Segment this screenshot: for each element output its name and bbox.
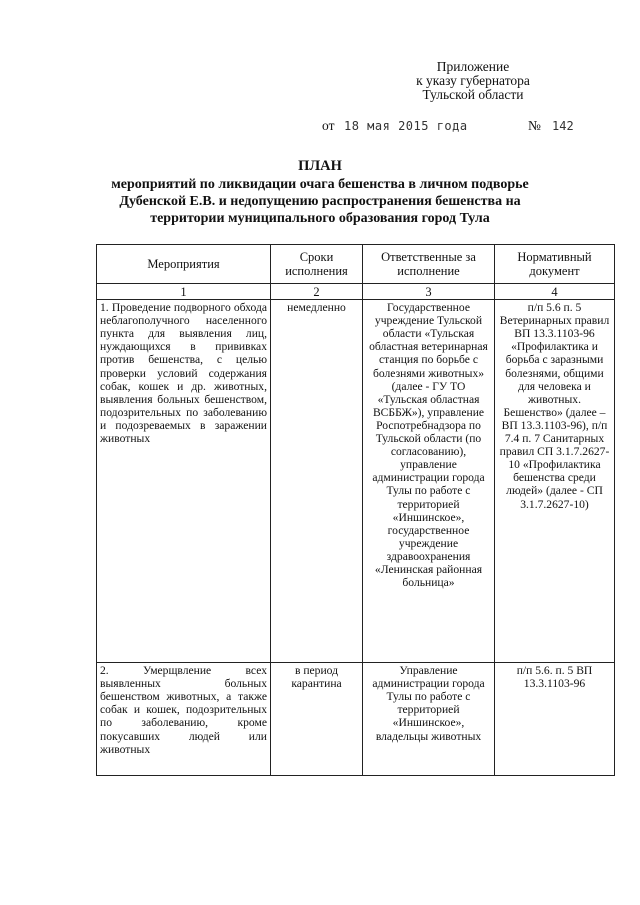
table-row [97,300,615,663]
table-header-row [97,245,615,284]
normative-cell: п/п 5.6. п. 5 ВП 13.3.1103-96 [495,663,615,776]
column-number: 1 [97,284,271,300]
decree-number: 142 [552,119,574,133]
deadline-cell: немедленно [271,300,363,663]
title-heading: ПЛАН [298,158,342,174]
column-number-row [97,284,615,300]
measure-cell: 1. Проведение подворного обхода неблагополучного населенного пункта для выявления лиц, нуждающихся в прививках против бешенства, с целью проверки условий содержания собак, кошек и др. животных, выявления больных бешенством, подозрительных по заболеванию и подозреваемых в заражении животных [97,300,271,663]
column-number: 2 [271,284,363,300]
appendix-block [388,60,558,102]
appendix-line: к указу губернатора [416,73,530,88]
responsible-cell: Управление администрации города Тулы по работе с территорией «Иншинское», владельцы животных [363,663,495,776]
appendix-line: Тульской области [422,87,524,102]
title-line: Дубенской Е.В. и недопущению распространения бешенства на [119,194,521,209]
table-row [97,663,615,776]
measure-cell: 2. Умерщвление всех выявленных больных бешенством животных, а также собак и кошек, подозрительных по заболеванию, кроме покусавших людей или животных [97,663,271,776]
column-header: Ответственные за исполнение [363,245,495,284]
column-number: 3 [363,284,495,300]
column-header: Сроки исполнения [271,245,363,284]
deadline-cell: в период карантина [271,663,363,776]
plan-table [96,244,615,776]
appendix-line: Приложение [436,59,510,74]
decree-date-number [322,116,582,136]
number-label: № [528,118,541,133]
decree-date: 18 мая 2015 года [344,119,468,133]
title-line: мероприятий по ликвидации очага бешенства в личном подворье [111,177,529,192]
normative-cell: п/п 5.6 п. 5 Ветеринарных правил ВП 13.3.1103-96 «Профилактика и борьба с заразными болезнями, общими для человека и животных. Бешенство» (далее – ВП 13.3.1103-96), п/п 7.4 п. 7 Санитарных правил СП 3.1.7.2627-10 «Профилактика бешенства среди людей» (далее - СП 3.1.7.2627-10) [495,300,615,663]
document-title [100,158,540,227]
from-label: от [322,118,335,133]
responsible-cell: Государственное учреждение Тульской области «Тульская областная ветеринарная станция по борьбе с болезнями животных» (далее - ГУ ТО «Тульская областная ВСББЖ»), управление Роспотребнадзора по Тульской области (по согласованию), управление администрации города Тулы по работе с территорией «Иншинское», государственное учреждение здравоохранения «Ленинская районная больница» [363,300,495,663]
title-line: территории муниципального образования город Тула [150,211,490,226]
column-number: 4 [495,284,615,300]
column-header: Нормативный документ [495,245,615,284]
column-header: Мероприятия [97,245,271,284]
